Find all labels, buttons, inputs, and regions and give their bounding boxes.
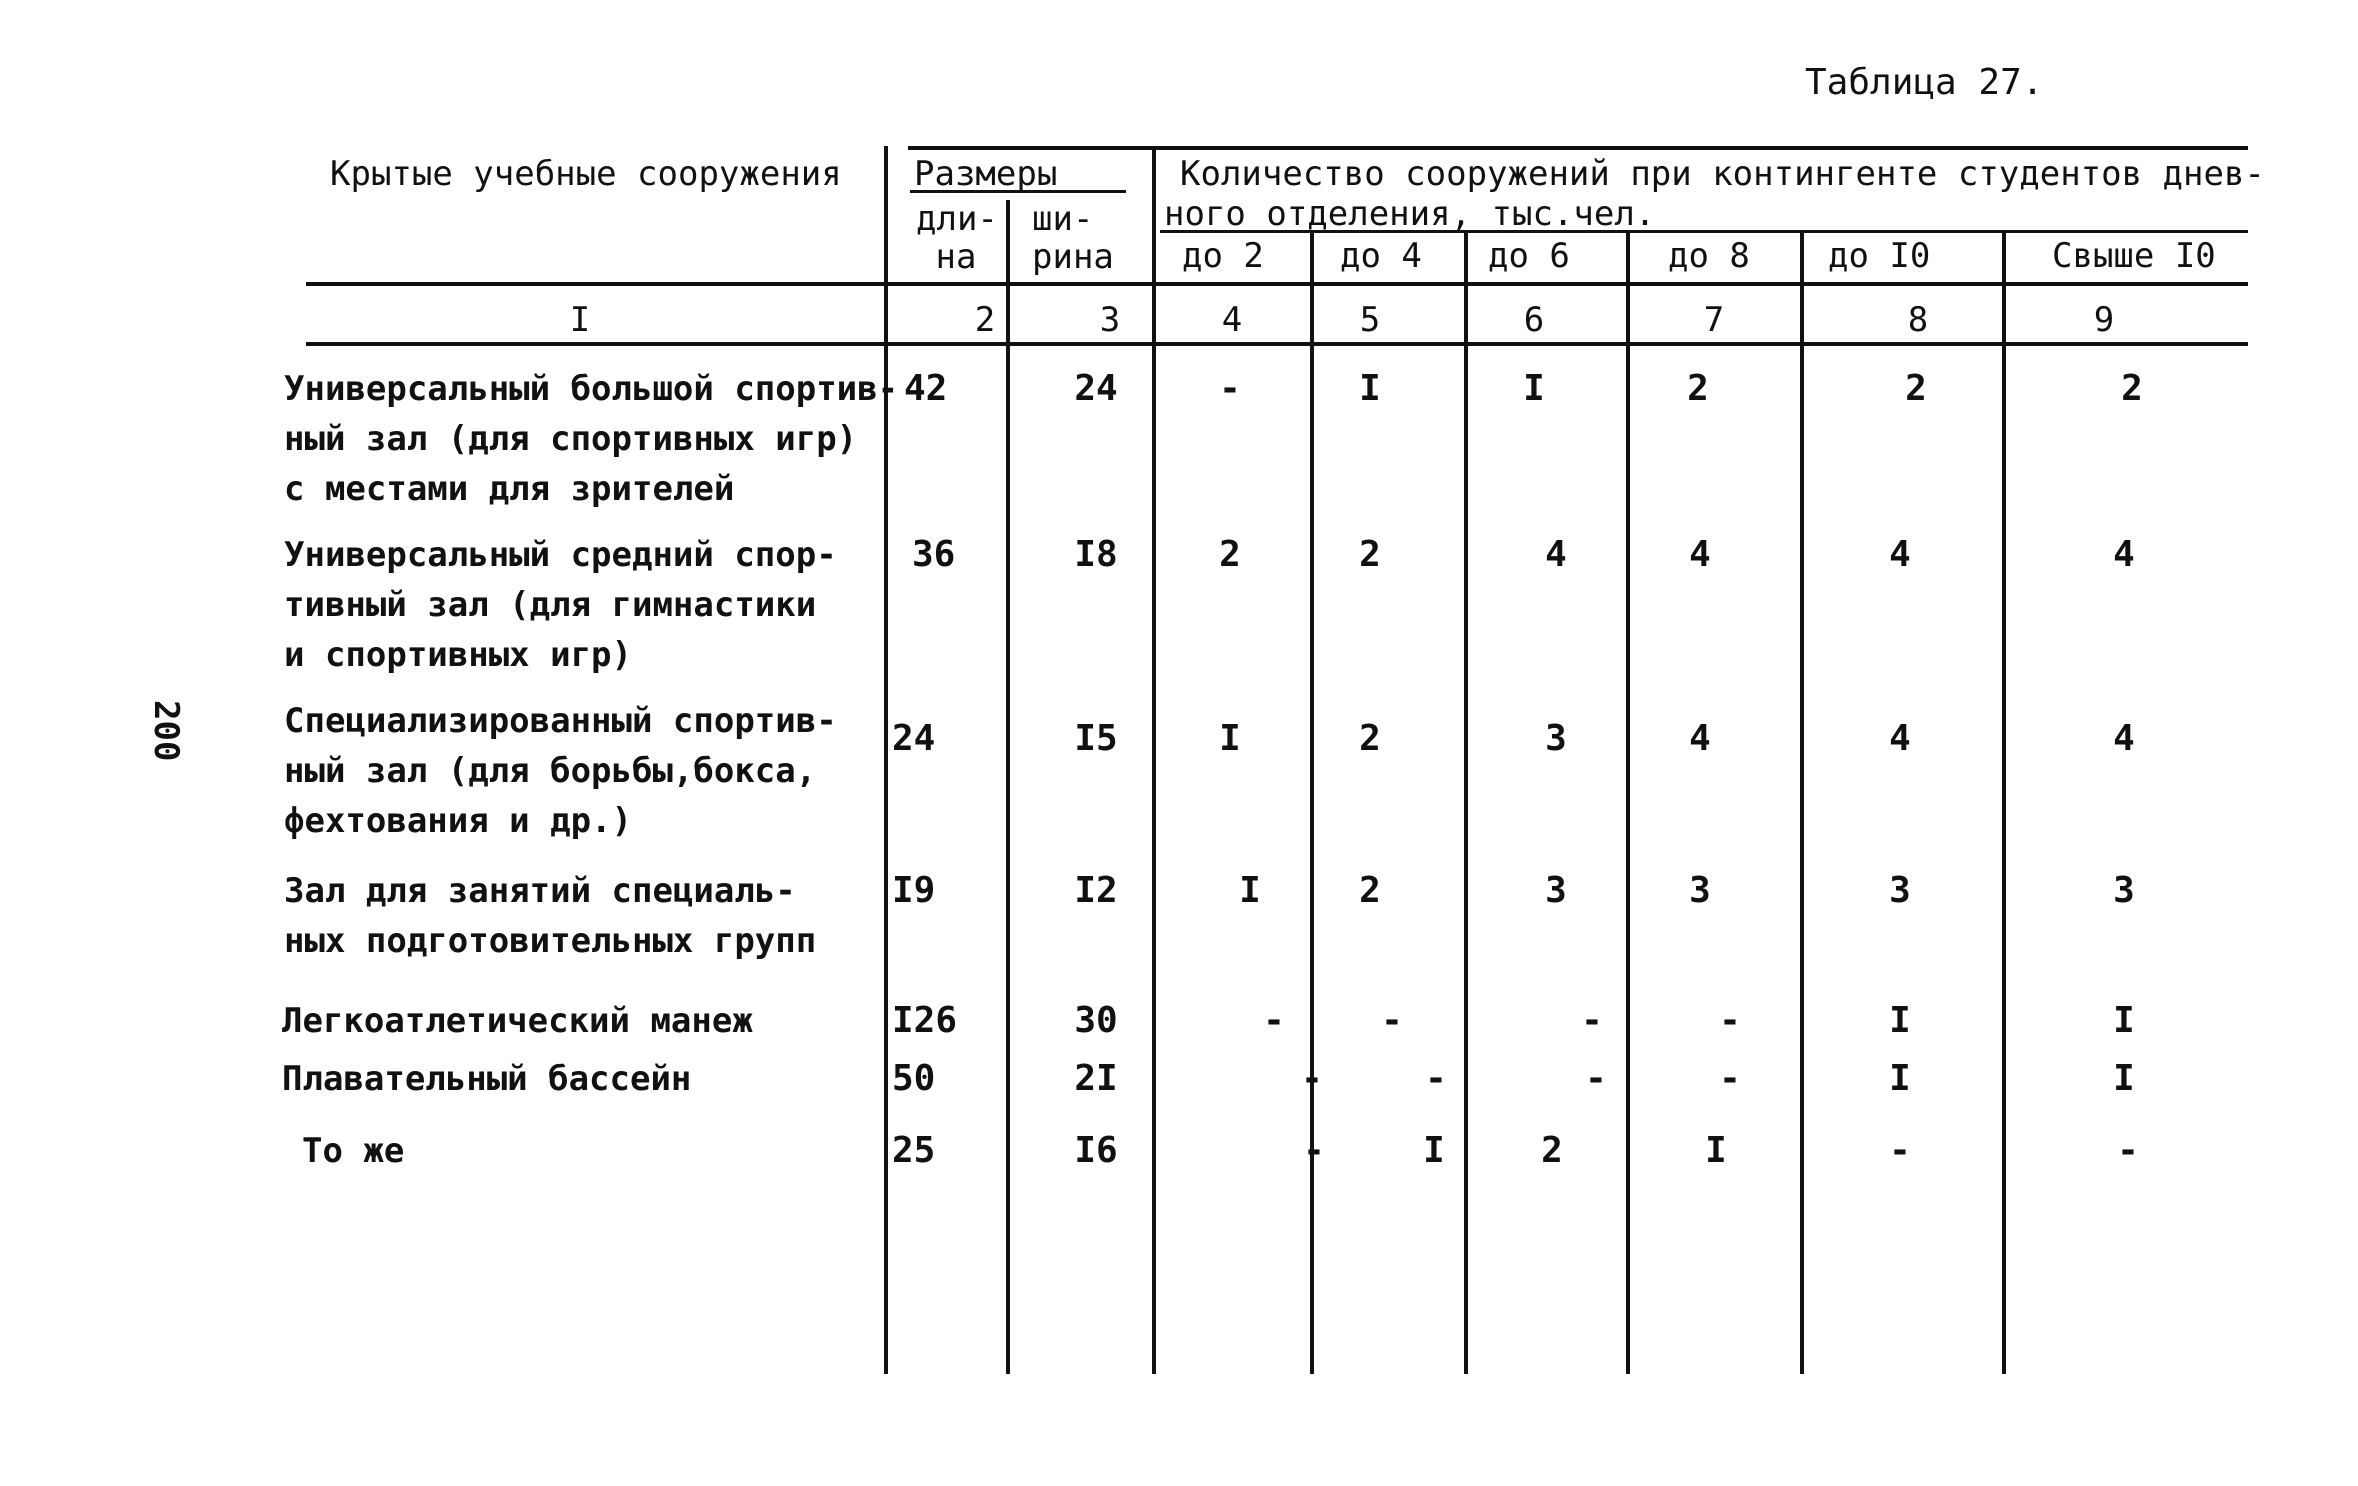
header-width: ши- рина	[1032, 199, 1114, 277]
row-6-v5: -	[2117, 1130, 2139, 1171]
row-3-name: Зал для занятий специаль- ных подготовительных групп	[284, 871, 817, 961]
colnum-1: I	[569, 300, 591, 340]
row-1-v1: 2	[1359, 534, 1381, 575]
col-divider-3	[1152, 146, 1156, 1374]
row-6-length: 25	[892, 1130, 936, 1171]
row-6-width: I6	[1074, 1130, 1118, 1171]
colnum-2: 2	[974, 300, 996, 340]
subheader-4: до I0	[1828, 236, 1931, 276]
row-0-name: Универсальный большой спортив- ный зал (для спортивных игр) с местами для зрителей	[284, 369, 899, 509]
row-0-v1: I	[1359, 368, 1381, 409]
row-1-name: Универсальный средний спор- тивный зал (для гимнастики и спортивных игр)	[284, 535, 837, 675]
col-divider-8	[2002, 232, 2006, 1374]
row-5-v2: -	[1585, 1058, 1607, 1099]
row-2-v3: 4	[1689, 718, 1711, 759]
subheader-3: до 8	[1668, 236, 1750, 276]
row-0-length: 42	[904, 368, 948, 409]
col-divider-2	[1006, 200, 1010, 1374]
row-4-name: Легкоатлетический манеж	[282, 1001, 753, 1041]
header-top-rule	[908, 146, 2248, 150]
colnum-8: 8	[1907, 300, 1929, 340]
row-2-v5: 4	[2113, 718, 2135, 759]
row-1-length: 36	[912, 534, 956, 575]
subheader-0: до 2	[1182, 236, 1264, 276]
row-3-length: I9	[892, 870, 936, 911]
col-divider-7	[1800, 232, 1804, 1374]
row-3-v4: 3	[1889, 870, 1911, 911]
row-1-width: I8	[1074, 534, 1118, 575]
col-divider-1	[884, 146, 888, 1374]
row-5-length: 50	[892, 1058, 936, 1099]
row-4-v4: I	[1889, 1000, 1911, 1041]
row-6-v3: I	[1705, 1130, 1727, 1171]
page-number: 200	[146, 700, 186, 762]
table-title: Таблица 27.	[1805, 62, 2044, 103]
row-5-width: 2I	[1074, 1058, 1118, 1099]
row-0-v4: 2	[1905, 368, 1927, 409]
row-5-v1: -	[1425, 1058, 1447, 1099]
row-2-v0: I	[1219, 718, 1241, 759]
row-6-v4: -	[1889, 1130, 1911, 1171]
col-divider-4	[1310, 232, 1314, 1374]
subheader-1: до 4	[1340, 236, 1422, 276]
row-4-v3: -	[1719, 1000, 1741, 1041]
row-1-v5: 4	[2113, 534, 2135, 575]
row-3-width: I2	[1074, 870, 1118, 911]
col-divider-6	[1626, 232, 1630, 1374]
header-count: Количество сооружений при контингенте студентов днев-	[1180, 154, 2265, 194]
colnum-9: 9	[2093, 300, 2115, 340]
header-length: дли- на	[916, 199, 998, 277]
row-1-v2: 4	[1545, 534, 1567, 575]
colnum-7: 7	[1703, 300, 1725, 340]
row-2-length: 24	[892, 718, 936, 759]
row-0-v0: -	[1219, 368, 1241, 409]
row-2-v4: 4	[1889, 718, 1911, 759]
colnum-5: 5	[1359, 300, 1381, 340]
row-3-v2: 3	[1545, 870, 1567, 911]
row-5-v5: I	[2113, 1058, 2135, 1099]
header-facility: Крытые учебные сооружения	[330, 154, 842, 194]
row-1-v4: 4	[1889, 534, 1911, 575]
row-5-v0: -	[1301, 1058, 1323, 1099]
header-count-cont: ного отделения, тыс.чел.	[1164, 194, 1656, 234]
row-1-v3: 4	[1689, 534, 1711, 575]
row-6-v2: 2	[1541, 1130, 1563, 1171]
row-4-v1: -	[1381, 1000, 1403, 1041]
subheader-2: до 6	[1488, 236, 1570, 276]
subheader-5: Свыше I0	[2052, 236, 2216, 276]
col-divider-5	[1464, 232, 1468, 1374]
row-3-v1: 2	[1359, 870, 1381, 911]
row-4-v0: -	[1263, 1000, 1285, 1041]
colnum-4: 4	[1221, 300, 1243, 340]
row-2-name: Специализированный спортив- ный зал (для борьбы,бокса, фехтования и др.)	[284, 701, 837, 841]
row-5-v4: I	[1889, 1058, 1911, 1099]
row-4-v2: -	[1581, 1000, 1603, 1041]
header-bottom-rule	[306, 342, 2248, 346]
row-3-v3: 3	[1689, 870, 1711, 911]
row-0-width: 24	[1074, 368, 1118, 409]
row-3-v5: 3	[2113, 870, 2135, 911]
row-2-width: I5	[1074, 718, 1118, 759]
colnum-6: 6	[1523, 300, 1545, 340]
row-5-v3: -	[1719, 1058, 1741, 1099]
row-0-v3: 2	[1687, 368, 1709, 409]
colnum-3: 3	[1099, 300, 1121, 340]
row-4-v5: I	[2113, 1000, 2135, 1041]
row-6-name: То же	[302, 1131, 405, 1171]
row-6-v0: -	[1303, 1130, 1325, 1171]
row-5-name: Плавательный бассейн	[282, 1059, 692, 1099]
row-4-length: I26	[892, 1000, 958, 1041]
row-3-v0: I	[1239, 870, 1261, 911]
row-2-v2: 3	[1545, 718, 1567, 759]
row-6-v1: I	[1423, 1130, 1445, 1171]
row-0-v5: 2	[2121, 368, 2143, 409]
row-4-width: 30	[1074, 1000, 1118, 1041]
header-mid-rule	[306, 282, 2248, 286]
row-0-v2: I	[1523, 368, 1545, 409]
row-1-v0: 2	[1219, 534, 1241, 575]
row-2-v1: 2	[1359, 718, 1381, 759]
header-sizes: Размеры	[914, 154, 1058, 194]
